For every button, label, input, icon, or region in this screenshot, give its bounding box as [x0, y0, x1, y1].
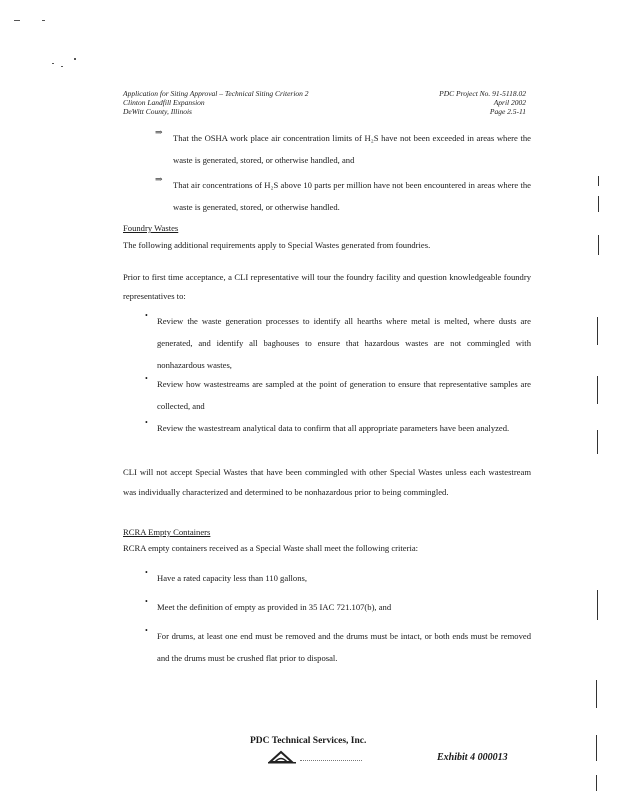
scan-margin-mark [597, 376, 598, 404]
scan-speck [42, 20, 45, 21]
bullet-dot-icon: • [145, 374, 148, 383]
rcra-bullet [145, 567, 531, 589]
header-left-line: Application for Siting Approval – Technical Siting Criterion 2 [123, 89, 309, 98]
scan-margin-mark [597, 317, 598, 345]
header-right-line: PDC Project No. 91-5118.02 [439, 89, 526, 98]
header-right-line: Page 2.5-11 [489, 107, 526, 116]
footer-company: PDC Technical Services, Inc. [250, 736, 367, 746]
header-left-line: DeWitt County, Illinois [123, 107, 192, 116]
foundry-closing: CLI will not accept Special Wastes that have been commingled with other Special Wastes unless each wastestream was individually characterized and determined to be nonhazardous prior to being commingled. [123, 467, 531, 497]
rcra-bullet [145, 625, 531, 669]
arrow-icon: ⇒ [155, 127, 163, 137]
bullet-dot-icon: • [145, 311, 148, 320]
foundry-bullet [145, 417, 531, 439]
bullet-text: Review the wastestream analytical data to confirm that all appropriate parameters have been analyzed. [157, 423, 510, 433]
scan-margin-mark [596, 680, 597, 708]
bullet-text: Review the waste generation processes to identify all hearths where metal is melted, where dusts are generated, and identify all baghouses to ensure that hazardous wastes are not commingled with nonhazardous wastes, [157, 316, 531, 370]
scan-speck [61, 66, 63, 67]
scan-margin-mark [598, 176, 599, 186]
rcra-intro: RCRA empty containers received as a Special Waste shall meet the following criteria: [123, 543, 419, 553]
foundry-bullet [145, 310, 531, 376]
bullet-text: Meet the definition of empty as provided in 35 IAC 721.107(b), and [157, 602, 392, 612]
scan-margin-mark [598, 235, 599, 255]
arrow-item-text: That the OSHA work place air concentration limits of H₂S have not been exceeded in areas where the waste is generated, stored, or otherwise handled, and [173, 133, 531, 165]
bullet-dot-icon: • [145, 418, 148, 427]
scan-speck [52, 63, 54, 64]
scan-margin-mark [598, 196, 599, 212]
bullet-text: Review how wastestreams are sampled at the point of generation to ensure that representative samples are collected, and [157, 379, 531, 411]
foundry-bullet [145, 373, 531, 417]
scan-margin-mark [597, 430, 598, 454]
rcra-heading: RCRA Empty Containers [123, 527, 211, 537]
footer-dotted-line [300, 760, 362, 761]
header-right-line: April 2002 [493, 98, 526, 107]
foundry-intro: The following additional requirements apply to Special Wastes generated from foundries. [123, 240, 431, 250]
scan-margin-mark [597, 590, 598, 620]
bullet-dot-icon: • [145, 626, 148, 635]
exhibit-number: Exhibit 4 000013 [437, 752, 508, 763]
arrow-icon: ⇒ [155, 174, 163, 184]
foundry-heading: Foundry Wastes [123, 223, 179, 233]
arrow-list-item [155, 174, 531, 218]
scan-speck [74, 58, 76, 60]
arrow-item-text: That air concentrations of H₂S above 10 parts per million have not been encountered in areas where the waste is generated, stored, or otherwise handled. [173, 180, 531, 212]
bullet-text: Have a rated capacity less than 110 gallons, [157, 573, 308, 583]
pdc-logo-icon [268, 750, 298, 764]
header-right [439, 89, 526, 116]
arrow-list-item [155, 127, 531, 171]
bullet-dot-icon: • [145, 568, 148, 577]
foundry-lead: Prior to first time acceptance, a CLI representative will tour the foundry facility and question knowledgeable foundry representatives to: [123, 272, 531, 301]
header-left-line: Clinton Landfill Expansion [123, 98, 205, 107]
header-left [123, 89, 309, 116]
bullet-dot-icon: • [145, 597, 148, 606]
rcra-bullet [145, 596, 531, 618]
scan-margin-mark [596, 775, 597, 791]
scan-margin-mark [596, 735, 597, 761]
scan-speck [14, 20, 20, 21]
bullet-text: For drums, at least one end must be removed and the drums must be intact, or both ends must be removed and the drums must be crushed flat prior to disposal. [157, 631, 531, 663]
